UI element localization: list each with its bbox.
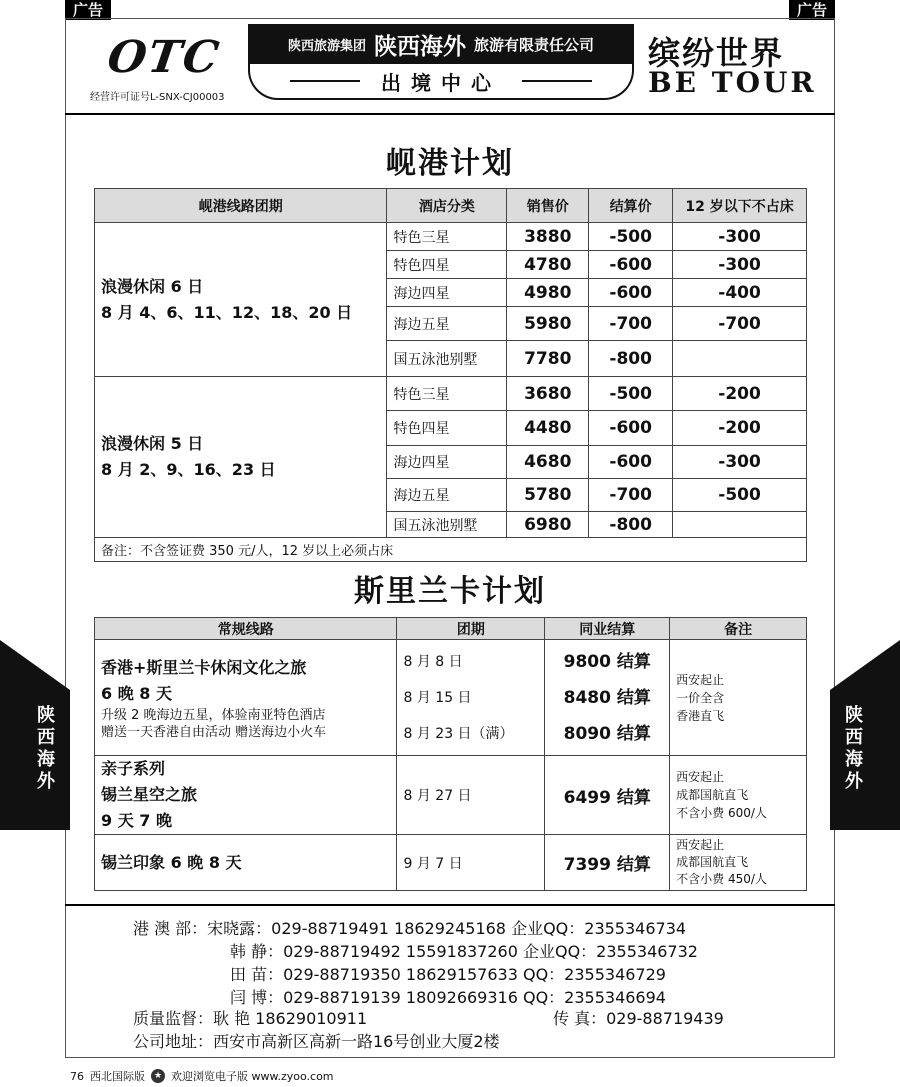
table-row	[95, 640, 807, 756]
price-cell	[545, 756, 670, 835]
table-header-row	[95, 189, 807, 223]
hotel-cell: 特色三星	[387, 377, 507, 411]
hotel-cell: 海边四星	[387, 279, 507, 307]
price-cell: 4780	[507, 251, 589, 279]
child-cell: -300	[673, 251, 807, 279]
address-line: 公司地址：西安市高新区高新一路16号创业大厦2楼	[133, 1032, 500, 1051]
price-cell: 3880	[507, 223, 589, 251]
settle-cell: -700	[589, 479, 673, 512]
hotel-cell: 国五泳池别墅	[387, 512, 507, 538]
contact-line: 韩 静：029-88719492 15591837260 企业QQ：2355346732	[230, 942, 698, 961]
brand-banner	[248, 24, 634, 64]
date-item: 8 月 8 日	[403, 653, 463, 670]
route-name: 香港+斯里兰卡休闲文化之旅	[101, 657, 307, 677]
date-item: 8 月 27 日	[403, 788, 472, 804]
route-name: 锡兰印象 6 晚 8 天	[101, 852, 242, 872]
dates-cell	[397, 835, 545, 891]
side-tab-right-text	[842, 705, 866, 793]
price-cell: 6980	[507, 512, 589, 538]
banner-deco-line	[522, 80, 592, 82]
price-cell: 4480	[507, 411, 589, 446]
settle-cell: -600	[589, 251, 673, 279]
header-divider	[65, 113, 835, 115]
settle-cell: -600	[589, 446, 673, 479]
hotel-cell: 海边五星	[387, 307, 507, 341]
table-row	[95, 835, 807, 891]
side-char: 海	[845, 749, 863, 770]
note-item: 香港直飞	[676, 708, 725, 723]
note-item: 西安起止	[676, 770, 725, 784]
route-cell	[95, 756, 397, 835]
price-item: 8480 结算	[563, 687, 651, 708]
side-char: 外	[845, 771, 863, 792]
price-item: 7399 结算	[563, 855, 651, 875]
price-cell: 5980	[507, 307, 589, 341]
child-cell: -300	[673, 446, 807, 479]
route-name: 浪漫休闲 5 日	[101, 434, 204, 453]
note-item: 不含小费 450/人	[676, 872, 767, 886]
col-header: 岘港线路团期	[95, 189, 387, 223]
child-cell: -300	[673, 223, 807, 251]
dates-cell	[397, 640, 545, 756]
table-row	[95, 223, 807, 251]
contact-divider	[65, 904, 835, 906]
route-duration: 9 天 7 晚	[101, 811, 172, 830]
company-suffix: 旅游有限责任公司	[474, 35, 595, 54]
danang-title: 岘港计划	[386, 146, 514, 181]
group-name: 陕西旅游集团	[287, 38, 366, 54]
hotel-cell: 特色四星	[387, 411, 507, 446]
ad-tag-left: 广告	[65, 0, 111, 20]
license-number: 经营许可证号L-SNX-CJ00003	[90, 92, 225, 103]
date-item: 8 月 15 日	[403, 689, 472, 706]
edition-name: 西北国际版	[90, 1070, 145, 1083]
route-cell	[95, 835, 397, 891]
col-header: 12 岁以下不占床	[673, 189, 807, 223]
be-tour-logo-cn: 缤纷世界	[648, 34, 785, 72]
child-cell	[673, 512, 807, 538]
be-tour-logo-en: BE TOUR	[648, 66, 817, 99]
contact-line: 田 苗：029-88719350 18629157633 QQ：2355346729	[230, 965, 666, 984]
settle-cell: -800	[589, 341, 673, 377]
side-char: 陕	[37, 705, 55, 726]
price-item: 8090 结算	[563, 723, 651, 744]
settle-cell: -500	[589, 377, 673, 411]
route-name: 亲子系列	[101, 759, 166, 778]
brand-name: 陕西海外	[374, 32, 466, 60]
col-header: 结算价	[589, 189, 673, 223]
page-number: 76	[70, 1069, 84, 1083]
side-tab-left-text	[34, 705, 58, 793]
notes-cell	[670, 835, 807, 891]
price-cell: 5780	[507, 479, 589, 512]
route-detail: 赠送一天香港自由活动 赠送海边小火车	[101, 724, 327, 740]
note-item: 西安起止	[676, 672, 725, 687]
route-dates: 8 月 2、9、16、23 日	[101, 460, 276, 479]
col-header: 酒店分类	[387, 189, 507, 223]
route-name: 浪漫休闲 6 日	[101, 276, 204, 296]
child-cell: -500	[673, 479, 807, 512]
route-cell	[95, 223, 387, 377]
contact-line: 闫 博：029-88719139 18092669316 QQ：2355346694	[230, 988, 666, 1007]
settle-cell: -600	[589, 411, 673, 446]
page-footer	[70, 1068, 334, 1084]
side-char: 外	[37, 771, 55, 792]
route-dates: 8 月 4、6、11、12、18、20 日	[101, 302, 353, 322]
col-header: 常规线路	[95, 618, 397, 640]
table-header-row	[95, 618, 807, 640]
note-item: 西安起止	[676, 838, 725, 852]
hotel-cell: 特色四星	[387, 251, 507, 279]
child-cell: -700	[673, 307, 807, 341]
hotel-cell: 海边五星	[387, 479, 507, 512]
ad-tag-right: 广告	[789, 0, 835, 20]
srilanka-table	[94, 617, 807, 891]
contact-line: 质量监督：耿 艳 18629010911	[133, 1009, 368, 1028]
note-item: 一价全含	[676, 690, 725, 705]
hotel-cell: 国五泳池别墅	[387, 341, 507, 377]
side-char: 海	[37, 749, 55, 770]
price-item: 6499 结算	[563, 787, 651, 808]
route-name: 锡兰星空之旅	[101, 785, 198, 804]
price-cell	[545, 835, 670, 891]
center-name: 出境中心	[381, 70, 501, 95]
note-item: 成都国航直飞	[676, 855, 749, 869]
child-cell: -200	[673, 411, 807, 446]
child-cell: -400	[673, 279, 807, 307]
price-cell: 4680	[507, 446, 589, 479]
price-cell: 7780	[507, 341, 589, 377]
route-detail: 升级 2 晚海边五星，体验南亚特色酒店	[101, 707, 326, 723]
hotel-cell: 海边四星	[387, 446, 507, 479]
side-char: 西	[845, 727, 863, 748]
route-duration: 6 晚 8 天	[101, 683, 172, 703]
route-cell	[95, 377, 387, 538]
center-banner	[248, 64, 634, 100]
fax-line: 传 真：029-88719439	[553, 1009, 724, 1028]
settle-cell: -700	[589, 307, 673, 341]
route-cell	[95, 640, 397, 756]
price-item: 9800 结算	[563, 651, 651, 672]
hotel-cell: 特色三星	[387, 223, 507, 251]
settle-cell: -500	[589, 223, 673, 251]
price-cell: 3680	[507, 377, 589, 411]
table-note: 备注：不含签证费 350 元/人，12 岁以上必须占床	[95, 538, 807, 562]
side-char: 西	[37, 727, 55, 748]
table-note-row	[95, 538, 807, 562]
publisher-logo-icon: ★	[151, 1069, 165, 1083]
child-cell: -200	[673, 377, 807, 411]
note-item: 不含小费 600/人	[676, 806, 767, 820]
col-header: 备注	[670, 618, 807, 640]
price-cell	[545, 640, 670, 756]
date-item: 9 月 7 日	[403, 855, 463, 872]
child-cell	[673, 341, 807, 377]
note-item: 成都国航直飞	[676, 788, 749, 802]
col-header: 销售价	[507, 189, 589, 223]
banner-deco-line	[290, 80, 360, 82]
danang-table	[94, 188, 807, 562]
contact-line: 港 澳 部：宋晓露：029-88719491 18629245168 企业QQ：2355346734	[133, 919, 687, 938]
date-item: 8 月 23 日（满）	[403, 725, 514, 742]
otc-logo: OTC	[104, 32, 224, 83]
col-header: 团期	[397, 618, 545, 640]
price-cell: 4980	[507, 279, 589, 307]
side-char: 陕	[845, 705, 863, 726]
settle-cell: -600	[589, 279, 673, 307]
settle-cell: -800	[589, 512, 673, 538]
dates-cell	[397, 756, 545, 835]
notes-cell	[670, 640, 807, 756]
notes-cell	[670, 756, 807, 835]
col-header: 同业结算	[545, 618, 670, 640]
srilanka-title: 斯里兰卡计划	[354, 574, 546, 609]
table-row	[95, 377, 807, 411]
table-row	[95, 756, 807, 835]
welcome-text: 欢迎浏览电子版 www.zyoo.com	[171, 1070, 334, 1083]
